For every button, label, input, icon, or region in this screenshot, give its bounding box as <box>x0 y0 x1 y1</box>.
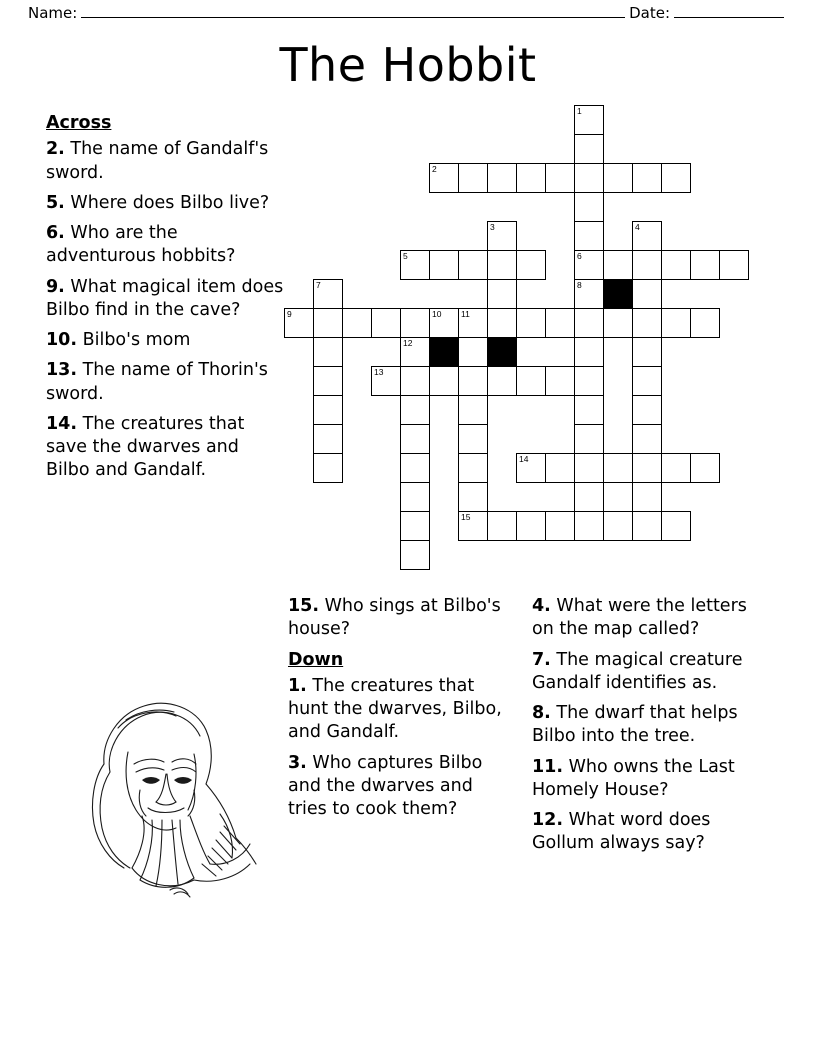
clue-down-4 <box>532 595 772 642</box>
grid-cell[interactable] <box>400 424 430 454</box>
clue-number: 12. <box>532 810 564 831</box>
grid-cell[interactable] <box>487 163 517 193</box>
grid-cell[interactable] <box>313 308 343 338</box>
grid-cell[interactable] <box>603 163 633 193</box>
clue-across-15 <box>288 595 516 642</box>
clue-text: What were the letters on the map called? <box>532 596 747 640</box>
grid-cell[interactable] <box>632 424 662 454</box>
grid-cell[interactable] <box>313 366 343 396</box>
grid-cell-number: 14 <box>519 454 529 464</box>
grid-cell[interactable] <box>632 366 662 396</box>
clue-text: Who are the adventurous hobbits? <box>46 223 236 267</box>
clue-text: The name of Thorin's sword. <box>46 360 268 404</box>
clue-text: The dwarf that helps Bilbo into the tree. <box>532 703 738 747</box>
grid-cell[interactable] <box>371 366 401 396</box>
grid-cell[interactable] <box>632 250 662 280</box>
grid-cell[interactable] <box>574 105 604 135</box>
grid-cell[interactable] <box>574 482 604 512</box>
grid-cell[interactable] <box>632 308 662 338</box>
grid-cell[interactable] <box>400 540 430 570</box>
clue-number: 4. <box>532 596 551 616</box>
grid-cell[interactable] <box>516 453 546 483</box>
grid-cell[interactable] <box>632 279 662 309</box>
grid-cell-number: 12 <box>403 338 413 348</box>
grid-cell[interactable] <box>400 366 430 396</box>
date-write-line[interactable] <box>674 5 784 18</box>
clue-across-5 <box>46 192 286 215</box>
grid-cell[interactable] <box>458 424 488 454</box>
grid-cell[interactable] <box>458 366 488 396</box>
clue-text: The name of Gandalf's sword. <box>46 139 269 183</box>
grid-cell[interactable] <box>545 308 575 338</box>
grid-cell[interactable] <box>574 221 604 251</box>
grid-cell[interactable] <box>516 250 546 280</box>
date-label: Date: <box>629 4 670 22</box>
grid-cell-number: 10 <box>432 309 442 319</box>
grid-cell[interactable] <box>429 366 459 396</box>
grid-cell[interactable] <box>284 308 314 338</box>
clue-across-13 <box>46 359 286 406</box>
crossword-grid[interactable] <box>284 105 784 575</box>
clue-number: 10. <box>46 330 78 351</box>
grid-cell[interactable] <box>400 337 430 367</box>
clue-number: 11. <box>532 756 564 777</box>
clue-number: 8. <box>532 703 551 724</box>
grid-cell[interactable] <box>400 250 430 280</box>
grid-cell[interactable] <box>371 308 401 338</box>
clues-column-right <box>532 595 772 863</box>
grid-cell-number: 4 <box>635 222 640 232</box>
grid-cell <box>429 337 459 367</box>
grid-cell[interactable] <box>632 163 662 193</box>
grid-cell-number: 6 <box>577 251 582 261</box>
clue-text: What magical item does Bilbo find in the cave? <box>46 276 284 320</box>
grid-cell <box>603 279 633 309</box>
grid-cell[interactable] <box>487 366 517 396</box>
clue-down-7 <box>532 649 772 696</box>
grid-cell[interactable] <box>545 453 575 483</box>
clue-text: Who owns the Last Homely House? <box>532 756 735 800</box>
grid-cell[interactable] <box>632 511 662 541</box>
grid-cell[interactable] <box>429 308 459 338</box>
grid-cell[interactable] <box>487 279 517 309</box>
grid-cell-number: 5 <box>403 251 408 261</box>
clue-text: Who captures Bilbo and the dwarves and tries to cook them? <box>288 752 483 820</box>
clue-text: The creatures that hunt the dwarves, Bilbo, and Gandalf. <box>288 675 502 743</box>
grid-cell[interactable] <box>458 482 488 512</box>
clue-number: 13. <box>46 360 78 381</box>
grid-cell[interactable] <box>458 163 488 193</box>
grid-cell[interactable] <box>400 453 430 483</box>
grid-cell[interactable] <box>574 453 604 483</box>
name-write-line[interactable] <box>81 5 625 18</box>
grid-cell[interactable] <box>545 163 575 193</box>
grid-cell[interactable] <box>690 250 720 280</box>
grid-cell[interactable] <box>603 250 633 280</box>
grid-cell-number: 8 <box>577 280 582 290</box>
clue-across-10 <box>46 329 286 352</box>
grid-cell[interactable] <box>690 308 720 338</box>
gandalf-portrait-illustration <box>44 668 284 898</box>
clue-number: 5. <box>46 192 65 213</box>
grid-cell[interactable] <box>429 163 459 193</box>
grid-cell[interactable] <box>661 308 691 338</box>
clue-text: Who sings at Bilbo's house? <box>288 596 501 640</box>
clue-down-3 <box>288 752 516 822</box>
clue-number: 9. <box>46 276 65 297</box>
grid-cell[interactable] <box>458 250 488 280</box>
clue-down-8 <box>532 702 772 749</box>
clue-across-14 <box>46 413 286 483</box>
clue-number: 2. <box>46 139 65 160</box>
clue-text: What word does Gollum always say? <box>532 810 711 854</box>
grid-cell <box>487 337 517 367</box>
clue-number: 1. <box>288 675 307 696</box>
grid-cell[interactable] <box>574 366 604 396</box>
grid-cell[interactable] <box>603 453 633 483</box>
grid-cell[interactable] <box>574 337 604 367</box>
grid-cell[interactable] <box>719 250 749 280</box>
grid-cell[interactable] <box>545 366 575 396</box>
grid-cell[interactable] <box>342 308 372 338</box>
grid-cell[interactable] <box>574 424 604 454</box>
name-label: Name: <box>28 4 78 22</box>
grid-cell[interactable] <box>574 511 604 541</box>
grid-cell-number: 3 <box>490 222 495 232</box>
grid-cell[interactable] <box>632 395 662 425</box>
grid-cell[interactable] <box>516 163 546 193</box>
clue-text: Where does Bilbo live? <box>70 192 270 213</box>
across-heading: Across <box>46 113 112 133</box>
clue-number: 6. <box>46 223 65 244</box>
grid-cell-number: 2 <box>432 164 437 174</box>
grid-cell[interactable] <box>400 395 430 425</box>
grid-cell-number: 11 <box>461 309 470 319</box>
grid-cell[interactable] <box>458 308 488 338</box>
clue-across-9 <box>46 276 286 323</box>
grid-cell[interactable] <box>574 250 604 280</box>
grid-cell[interactable] <box>313 424 343 454</box>
grid-cell[interactable] <box>574 134 604 164</box>
clue-down-1 <box>288 675 516 745</box>
clue-down-11 <box>532 756 772 803</box>
grid-cell[interactable] <box>313 279 343 309</box>
grid-cell[interactable] <box>487 250 517 280</box>
grid-cell[interactable] <box>516 511 546 541</box>
grid-cell[interactable] <box>661 453 691 483</box>
grid-cell-number: 15 <box>461 512 471 522</box>
grid-cell[interactable] <box>516 366 546 396</box>
grid-cell[interactable] <box>661 511 691 541</box>
grid-cell-number: 1 <box>577 106 582 116</box>
grid-cell[interactable] <box>690 453 720 483</box>
clue-number: 14. <box>46 413 78 434</box>
grid-cell[interactable] <box>487 308 517 338</box>
grid-cell[interactable] <box>458 395 488 425</box>
grid-cell[interactable] <box>458 337 488 367</box>
grid-cell[interactable] <box>458 511 488 541</box>
grid-cell[interactable] <box>603 511 633 541</box>
grid-cell[interactable] <box>313 453 343 483</box>
clue-number: 15. <box>288 596 320 616</box>
clue-text: Bilbo's mom <box>82 330 191 351</box>
down-heading: Down <box>288 649 344 670</box>
grid-cell[interactable] <box>632 482 662 512</box>
grid-cell[interactable] <box>516 308 546 338</box>
grid-cell[interactable] <box>400 511 430 541</box>
clue-across-2 <box>46 138 286 185</box>
grid-cell[interactable] <box>313 395 343 425</box>
grid-cell[interactable] <box>400 308 430 338</box>
grid-cell[interactable] <box>313 337 343 367</box>
grid-cell-number: 13 <box>374 367 384 377</box>
grid-cell[interactable] <box>574 163 604 193</box>
grid-cell-number: 7 <box>316 280 321 290</box>
grid-cell[interactable] <box>487 511 517 541</box>
grid-cell[interactable] <box>487 221 517 251</box>
grid-cell[interactable] <box>603 308 633 338</box>
clue-text: The creatures that save the dwarves and Bilbo and Gandalf. <box>46 413 245 481</box>
clues-column-middle <box>288 595 516 828</box>
clue-across-6 <box>46 222 286 269</box>
grid-cell-number: 9 <box>287 309 292 319</box>
grid-cell[interactable] <box>458 453 488 483</box>
clue-number: 7. <box>532 649 551 670</box>
name-date-header <box>28 4 788 22</box>
clues-column-left <box>46 112 286 490</box>
grid-cell[interactable] <box>429 250 459 280</box>
clue-down-12 <box>532 809 772 856</box>
grid-cell[interactable] <box>632 221 662 251</box>
grid-cell[interactable] <box>661 163 691 193</box>
grid-cell[interactable] <box>545 511 575 541</box>
grid-cell[interactable] <box>574 308 604 338</box>
grid-cell[interactable] <box>400 482 430 512</box>
grid-cell[interactable] <box>632 453 662 483</box>
grid-cell[interactable] <box>574 192 604 222</box>
grid-cell[interactable] <box>632 337 662 367</box>
clue-number: 3. <box>288 752 307 773</box>
grid-cell[interactable] <box>574 395 604 425</box>
grid-cell[interactable] <box>661 250 691 280</box>
clue-text: The magical creature Gandalf identifies as. <box>532 649 743 693</box>
grid-cell[interactable] <box>574 279 604 309</box>
page-title: The Hobbit <box>279 38 537 92</box>
